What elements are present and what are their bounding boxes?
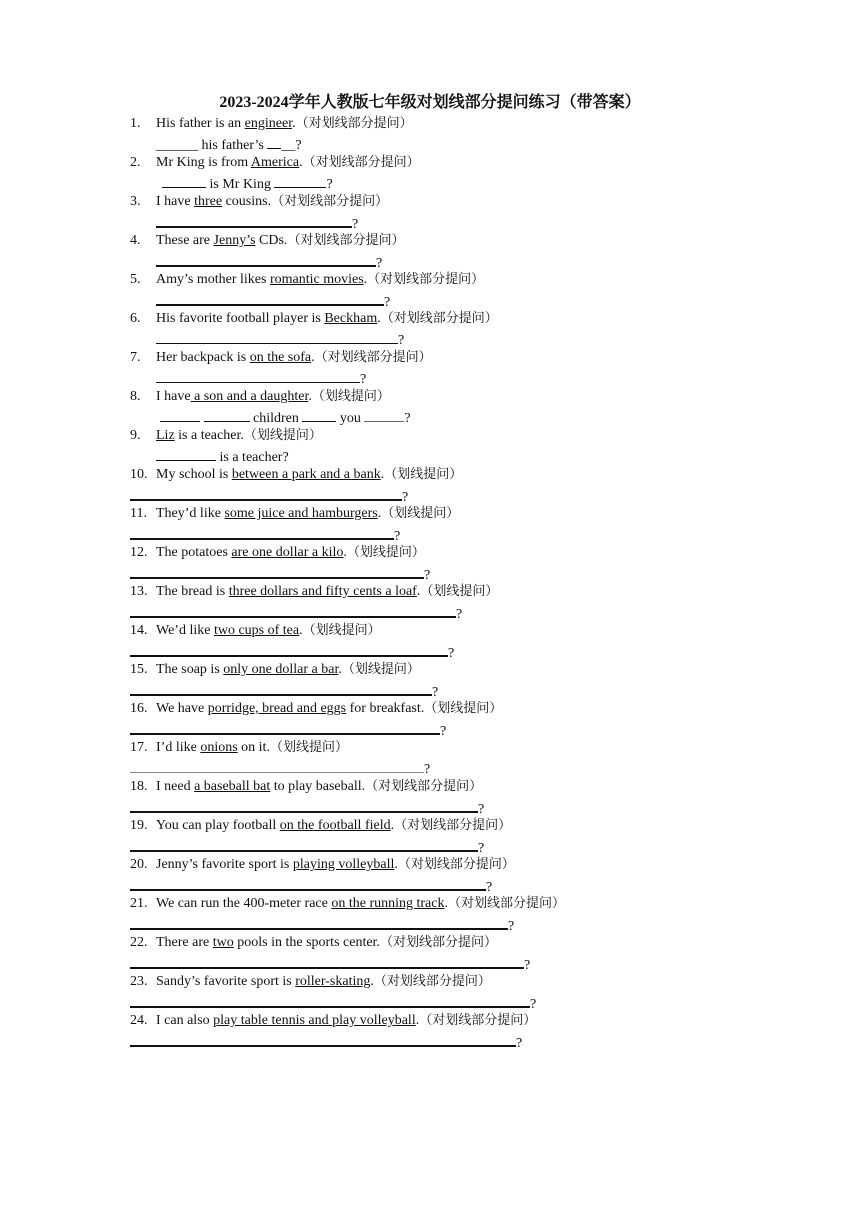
question-text: Amy’s mother likes	[156, 272, 270, 287]
underlined-part: between a park and a bank	[231, 467, 381, 482]
instruction-note: （对划线部分提问）	[295, 116, 413, 131]
question-mark: ?	[448, 646, 455, 661]
question-text-end: .	[390, 818, 395, 833]
answer-line-22	[130, 954, 530, 975]
question-number: 18.	[130, 779, 148, 794]
question-number: 24.	[130, 1013, 148, 1028]
answer-line-10	[130, 486, 408, 507]
answer-blank[interactable]	[160, 408, 200, 422]
answer-line-18	[130, 798, 484, 819]
answer-blank[interactable]	[364, 408, 404, 422]
underlined-part: Liz	[156, 428, 175, 443]
question-text-end: .	[444, 896, 448, 911]
answer-blank[interactable]	[130, 681, 432, 696]
answer-line-12	[130, 564, 430, 585]
question-mark: ?	[432, 685, 439, 700]
question-number: 6.	[130, 311, 141, 326]
underlined-part: three dollars and fifty cents a loaf	[228, 584, 417, 599]
answer-line-17	[130, 759, 430, 779]
question-text-end: .	[308, 389, 312, 404]
question-text: His favorite football player is	[156, 311, 325, 326]
answer-line-20	[130, 876, 492, 897]
question-text: The soap is	[156, 662, 224, 677]
question-number: 4.	[130, 233, 141, 248]
underlined-part: only one dollar a bar	[223, 662, 339, 677]
answer-text: is Mr King	[206, 177, 275, 192]
answer-blank[interactable]	[130, 759, 424, 773]
answer-text: children	[249, 411, 303, 426]
answer-line-7	[156, 369, 366, 389]
instruction-note: （划线提问）	[424, 701, 503, 716]
question-number: 13.	[130, 584, 148, 599]
question-text: We can run the 400-meter race	[156, 896, 332, 911]
answer-blank[interactable]	[130, 486, 402, 501]
question-mark: ?	[478, 841, 485, 856]
question-text: I have	[156, 389, 191, 404]
instruction-note: （对划线部分提问）	[314, 350, 432, 365]
question-text: You can play football	[156, 818, 280, 833]
answer-line-2	[162, 174, 333, 194]
answer-line-15	[130, 681, 438, 702]
question-number: 23.	[130, 974, 148, 989]
question-number: 20.	[130, 857, 148, 872]
underlined-part: three	[194, 194, 223, 209]
question-text-end: .	[311, 350, 315, 365]
underlined-part: two	[212, 935, 234, 950]
underlined-part: Jenny’s	[213, 233, 256, 248]
question-number: 9.	[130, 428, 141, 443]
instruction-note: （对划线部分提问）	[379, 935, 497, 950]
question-mark: ?	[440, 724, 447, 739]
question-mark: ?	[398, 333, 405, 348]
question-number: 17.	[130, 740, 148, 755]
question-mark: ?	[486, 880, 493, 895]
instruction-note: （划线提问）	[302, 623, 381, 638]
question-mark: ?	[424, 568, 431, 583]
question-text: I have	[156, 194, 195, 209]
underlined-part: porridge, bread and eggs	[207, 701, 347, 716]
answer-blank[interactable]	[130, 1032, 516, 1047]
question-mark: ?	[530, 997, 537, 1012]
question-number: 22.	[130, 935, 148, 950]
answer-text: __	[281, 138, 296, 153]
answer-text: you	[336, 411, 365, 426]
question-text: I can also	[156, 1013, 214, 1028]
question-text-end: CDs.	[255, 233, 288, 248]
answer-line-6	[156, 330, 404, 350]
question-number: 5.	[130, 272, 141, 287]
question-number: 14.	[130, 623, 148, 638]
question-text-end: .	[338, 662, 342, 677]
question-mark: ?	[424, 762, 431, 777]
answer-line-19	[130, 837, 484, 858]
underlined-part: romantic movies	[269, 272, 364, 287]
answer-blank[interactable]	[162, 174, 206, 188]
instruction-note: （对划线部分提问）	[287, 233, 405, 248]
answer-blank[interactable]	[156, 369, 360, 383]
question-number: 1.	[130, 116, 141, 131]
question-mark: ?	[376, 256, 383, 271]
answer-blank[interactable]	[130, 525, 394, 540]
question-text: They’d like	[156, 506, 225, 521]
underlined-part: onions	[200, 740, 238, 755]
question-text: There are	[156, 935, 213, 950]
answer-line-23	[130, 993, 536, 1014]
answer-line-16	[130, 720, 446, 741]
answer-line-11	[130, 525, 400, 546]
question-text-end: .	[299, 155, 303, 170]
question-text: These are	[156, 233, 214, 248]
underlined-part: two cups of tea	[213, 623, 300, 638]
question-text: I need	[156, 779, 195, 794]
question-text: His father is an	[156, 116, 245, 131]
answer-line-4	[156, 252, 382, 273]
answer-text: ______ his father’s	[156, 138, 268, 153]
question-number: 19.	[130, 818, 148, 833]
question-mark: ?	[394, 529, 401, 544]
question-text-end: .	[343, 545, 347, 560]
question-number: 11.	[130, 506, 147, 521]
answer-line-5	[156, 291, 390, 312]
instruction-note: （对划线部分提问）	[367, 272, 485, 287]
question-mark: ?	[360, 372, 367, 387]
instruction-note: （对划线部分提问）	[302, 155, 420, 170]
question-number: 15.	[130, 662, 148, 677]
question-text: Sandy’s favorite sport is	[156, 974, 296, 989]
instruction-note: （对划线部分提问）	[380, 311, 498, 326]
answer-blank[interactable]	[302, 408, 336, 422]
question-number: 8.	[130, 389, 141, 404]
question-text-end: to play baseball.	[270, 779, 366, 794]
instruction-note: （划线提问）	[346, 545, 425, 560]
question-text-end: .	[416, 584, 421, 599]
underlined-part: on the running track	[331, 896, 445, 911]
instruction-note: （对划线部分提问）	[394, 818, 512, 833]
answer-blank[interactable]	[130, 720, 440, 735]
answer-blank[interactable]	[156, 213, 352, 228]
instruction-note: （对划线部分提问）	[365, 779, 483, 794]
question-text: We’d like	[156, 623, 214, 638]
answer-blank[interactable]	[130, 876, 486, 891]
document-title: 2023-2024学年人教版七年级对划线部分提问练习（带答案）	[219, 94, 641, 111]
instruction-note: （对划线部分提问）	[271, 194, 389, 209]
question-number: 12.	[130, 545, 148, 560]
instruction-note: （划线提问）	[384, 467, 463, 482]
question-text-end: .	[370, 974, 374, 989]
question-text-end: .	[394, 857, 398, 872]
question-text: We have	[156, 701, 208, 716]
answer-line-1	[156, 135, 302, 155]
underlined-part: are one dollar a kilo	[231, 545, 344, 560]
question-text: Her backpack is	[156, 350, 250, 365]
question-text: The bread is	[156, 584, 229, 599]
underlined-part: on the sofa	[249, 350, 312, 365]
answer-blank[interactable]	[130, 564, 424, 579]
question-mark: ?	[524, 958, 531, 973]
question-text-end: .	[377, 311, 381, 326]
underlined-part: on the football field	[279, 818, 391, 833]
question-number: 21.	[130, 896, 148, 911]
underlined-part: playing volleyball	[292, 857, 395, 872]
answer-blank[interactable]	[130, 993, 530, 1008]
question-text-end: .	[415, 1013, 420, 1028]
underlined-part: engineer	[244, 116, 293, 131]
question-mark: ?	[384, 295, 391, 310]
question-mark: ?	[352, 217, 359, 232]
instruction-note: （划线提问）	[243, 428, 322, 443]
question-text: I’d like	[156, 740, 201, 755]
question-text: Jenny’s favorite sport is	[156, 857, 293, 872]
answer-blank[interactable]	[156, 252, 376, 267]
underlined-part: Beckham	[324, 311, 378, 326]
instruction-note: （对划线部分提问）	[373, 974, 491, 989]
answer-blank[interactable]	[267, 135, 281, 149]
answer-line-21	[130, 915, 514, 936]
instruction-note: （划线提问）	[269, 740, 348, 755]
question-number: 2.	[130, 155, 141, 170]
underlined-part: some juice and hamburgers	[224, 506, 378, 521]
answer-blank[interactable]	[130, 642, 448, 657]
instruction-note: （对划线部分提问）	[447, 896, 565, 911]
question-text: My school is	[156, 467, 232, 482]
answer-blank[interactable]	[156, 447, 216, 461]
question-mark: ?	[326, 177, 333, 192]
answer-line-8	[160, 408, 411, 428]
question-mark: ?	[295, 138, 302, 153]
instruction-note: （对划线部分提问）	[419, 1013, 537, 1028]
answer-blank[interactable]	[274, 174, 326, 188]
answer-line-3	[156, 213, 358, 234]
question-text: The potatoes	[156, 545, 232, 560]
question-number: 7.	[130, 350, 141, 365]
answer-blank[interactable]	[130, 603, 456, 618]
underlined-part: roller-skating	[295, 974, 371, 989]
question-number: 10.	[130, 467, 148, 482]
answer-line-24	[130, 1032, 522, 1053]
question-text-end: .	[363, 272, 368, 287]
answer-blank[interactable]	[130, 954, 524, 969]
question-mark: ?	[404, 411, 411, 426]
instruction-note: （划线提问）	[420, 584, 499, 599]
answer-blank[interactable]	[156, 330, 398, 344]
question-number: 16.	[130, 701, 148, 716]
question-text-end: .	[299, 623, 303, 638]
question-mark: ?	[508, 919, 515, 934]
question-mark: ?	[456, 607, 463, 622]
answer-blank[interactable]	[130, 837, 478, 852]
question-text-end: cousins.	[222, 194, 272, 209]
question-number: 3.	[130, 194, 141, 209]
underlined-part: America	[250, 155, 300, 170]
answer-line-9	[156, 447, 289, 467]
instruction-note: （划线提问）	[341, 662, 420, 677]
question-mark: ?	[478, 802, 485, 817]
question-text-end: for breakfast.	[346, 701, 425, 716]
answer-line-13	[130, 603, 462, 624]
question-text-end: .	[377, 506, 382, 521]
question-text: Mr King is from	[156, 155, 251, 170]
underlined-part: a baseball bat	[194, 779, 271, 794]
underlined-part: play table tennis and play volleyball	[213, 1013, 416, 1028]
question-text-end: .	[292, 116, 296, 131]
instruction-note: （划线提问）	[311, 389, 390, 404]
instruction-note: （对划线部分提问）	[397, 857, 515, 872]
question-mark: ?	[402, 490, 409, 505]
instruction-note: （划线提问）	[381, 506, 460, 521]
underlined-part: a son and a daughter	[190, 389, 309, 404]
answer-blank[interactable]	[130, 798, 478, 813]
answer-blank[interactable]	[156, 291, 384, 306]
question-mark: ?	[516, 1036, 523, 1051]
answer-text: is a teacher?	[216, 450, 289, 465]
answer-line-14	[130, 642, 454, 663]
question-text-end: .	[380, 467, 385, 482]
answer-blank[interactable]	[204, 408, 250, 422]
question-text-end: is a teacher.	[174, 428, 244, 443]
question-text-end: on it.	[237, 740, 270, 755]
question-text-end: pools in the sports center.	[233, 935, 380, 950]
answer-blank[interactable]	[130, 915, 508, 930]
